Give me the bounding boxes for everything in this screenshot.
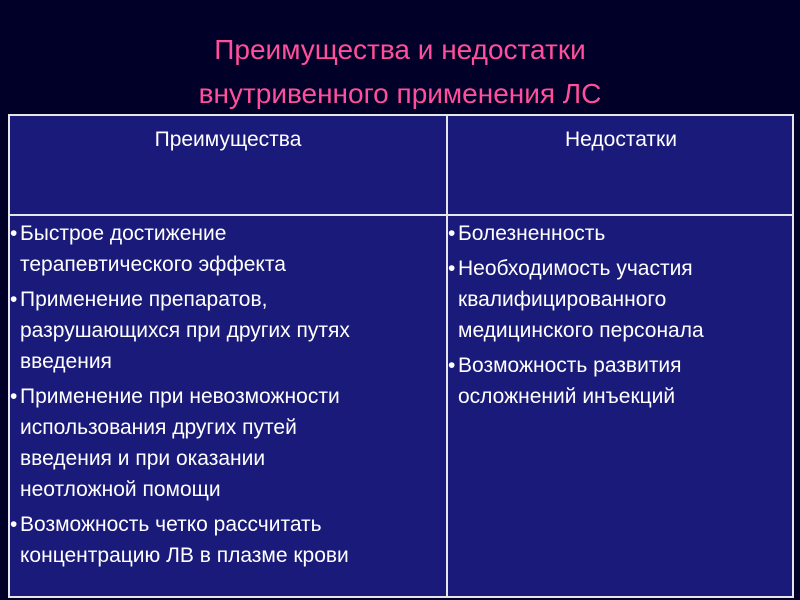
advantage-text: Применение при невозможности использования других путей введения и при оказании неотложной помощи [20, 385, 340, 501]
disadvantage-text: Болезненность [458, 222, 606, 245]
advantage-item [10, 509, 442, 571]
advantages-list [10, 218, 442, 575]
comparison-table [8, 114, 794, 598]
bullet-icon: • [10, 385, 18, 408]
advantage-text: Применение препаратов, разрушающихся при других путях введения [20, 288, 350, 373]
disadvantage-text: Возможность развития осложнений инъекций [458, 354, 682, 408]
bullet-icon: • [10, 222, 18, 245]
advantage-item [10, 218, 442, 280]
header-divider [10, 214, 792, 216]
advantage-item [10, 381, 442, 505]
advantage-item [10, 284, 442, 377]
bullet-icon: • [448, 257, 456, 280]
bullet-icon: • [10, 513, 18, 536]
disadvantage-item [448, 218, 792, 249]
bullet-icon: • [448, 354, 456, 377]
disadvantages-list [448, 218, 792, 416]
advantages-header: Преимущества [154, 128, 302, 151]
disadvantage-text: Необходимость участия квалифицированного медицинского персонала [458, 257, 704, 342]
bullet-icon: • [10, 288, 18, 311]
advantage-text: Быстрое достижение терапевтического эффекта [20, 222, 286, 276]
slide-title [0, 28, 800, 116]
slide-title-line-2: внутривенного применения ЛС [198, 78, 602, 109]
disadvantages-header: Недостатки [565, 128, 677, 151]
slide-title-line-1: Преимущества и недостатки [214, 34, 586, 65]
disadvantage-item [448, 350, 792, 412]
disadvantage-item [448, 253, 792, 346]
advantage-text: Возможность четко рассчитать концентрацию ЛВ в плазме крови [20, 513, 349, 567]
bullet-icon: • [448, 222, 456, 245]
